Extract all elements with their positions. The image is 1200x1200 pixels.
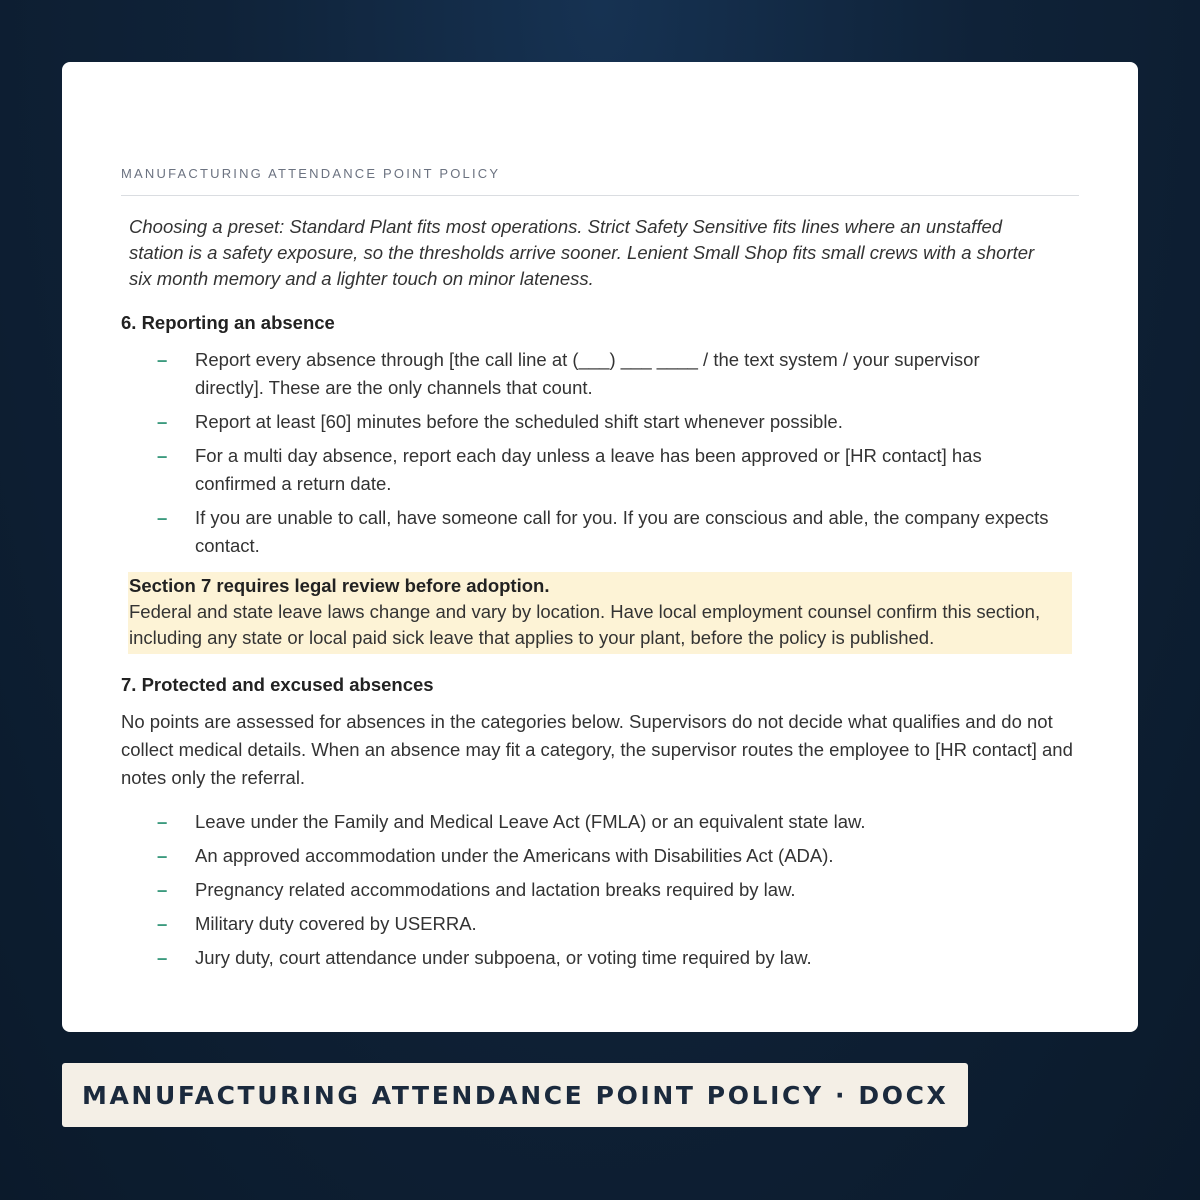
dash-bullet-icon: – — [157, 845, 168, 866]
dash-bullet-icon: – — [157, 913, 168, 934]
list-item-text: For a multi day absence, report each day unless a leave has been approved or [HR contact] has confirmed a return date. — [195, 445, 982, 494]
list-item-text: Pregnancy related accommodations and lactation breaks required by law. — [195, 879, 796, 900]
list-item-text: An approved accommodation under the Americans with Disabilities Act (ADA). — [195, 845, 834, 866]
document-running-header: MANUFACTURING ATTENDANCE POINT POLICY — [121, 166, 1079, 196]
list-item — [157, 346, 1079, 402]
list-item — [157, 504, 1079, 560]
list-item-text: Report every absence through [the call line at (___) ___ ____ / the text system / your supervisor directly]. These are the only channels that count. — [195, 349, 980, 398]
dash-bullet-icon: – — [157, 947, 168, 968]
list-item — [157, 876, 1079, 904]
dash-bullet-icon: – — [157, 349, 168, 370]
legal-review-callout — [128, 572, 1072, 654]
section-7-intro: No points are assessed for absences in the categories below. Supervisors do not decide what qualifies and do not collect medical details. When an absence may fit a category, the supervisor routes the employee to [HR contact] and notes only the referral. — [121, 711, 1073, 788]
dash-bullet-icon: – — [157, 411, 168, 432]
callout-title: Section 7 requires legal review before adoption. — [129, 575, 550, 596]
list-item — [157, 408, 1079, 436]
badge-label: MANUFACTURING ATTENDANCE POINT POLICY · DOCX — [82, 1080, 949, 1110]
dash-bullet-icon: – — [157, 879, 168, 900]
section-7-list — [121, 808, 1079, 972]
list-item-text: Report at least [60] minutes before the scheduled shift start whenever possible. — [195, 411, 843, 432]
callout-body: Federal and state leave laws change and vary by location. Have local employment counsel confirm this section, including any state or local paid sick leave that applies to your plant, before the policy is published. — [129, 601, 1041, 648]
document-page — [62, 62, 1138, 1032]
dash-bullet-icon: – — [157, 507, 168, 528]
dash-bullet-icon: – — [157, 445, 168, 466]
list-item-text: If you are unable to call, have someone call for you. If you are conscious and able, the company expects contact. — [195, 507, 1049, 556]
preset-note: Choosing a preset: Standard Plant fits most operations. Strict Safety Sensitive fits lines where an unstaffed station is a safety exposure, so the thresholds arrive sooner. Lenient Small Shop fits small crews with a shorter six month memory and a lighter touch on minor lateness. — [129, 216, 1035, 289]
section-6-heading: 6. Reporting an absence — [121, 312, 335, 333]
list-item — [157, 944, 1079, 972]
list-item — [157, 910, 1079, 938]
list-item — [157, 842, 1079, 870]
section-6-list — [121, 346, 1079, 560]
list-item — [157, 808, 1079, 836]
section-7-heading: 7. Protected and excused absences — [121, 674, 434, 695]
file-type-badge — [62, 1063, 968, 1127]
list-item — [157, 442, 1079, 498]
dash-bullet-icon: – — [157, 811, 168, 832]
list-item-text: Jury duty, court attendance under subpoena, or voting time required by law. — [195, 947, 812, 968]
list-item-text: Military duty covered by USERRA. — [195, 913, 477, 934]
list-item-text: Leave under the Family and Medical Leave Act (FMLA) or an equivalent state law. — [195, 811, 866, 832]
